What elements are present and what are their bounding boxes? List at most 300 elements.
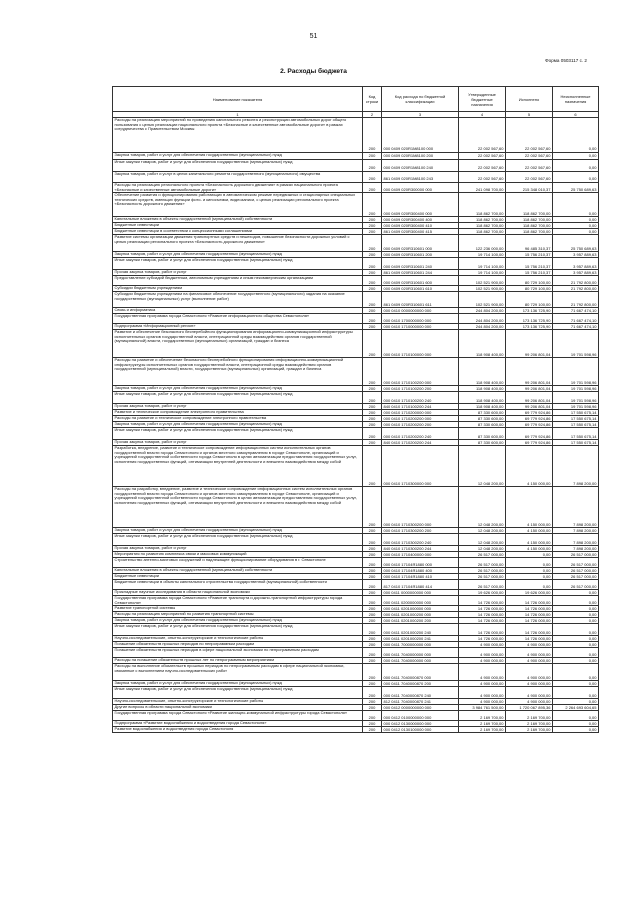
row-name: Расходы на разработку, внедрение, развитие и техническое сопровождение информационных систем исполнительных органов государственной власти города Севастополя и органов местного самоуправления в городе Севастополе, организаций и учреждений государственной собственности города Севастополя в целях автоматизации предоставления государственных услуг, исполнения государственных функций, оптимизации внутренней деятельности и внешнего взаимодействия между собой	[113, 487, 363, 528]
table-row	[113, 172, 599, 183]
row-remaining: 17 550 675,14	[553, 428, 599, 440]
row-line-code: 200	[363, 658, 382, 664]
row-name: Субсидии бюджетным учреждениям	[113, 286, 363, 292]
row-remaining: 0,00	[553, 118, 599, 153]
row-budget-code: 000 0409 020R1M8100 200	[382, 153, 459, 160]
col-number: 6	[553, 112, 599, 118]
row-line-code: 200	[363, 568, 382, 574]
row-executed: 2 169 700,00	[506, 721, 553, 727]
row-line-code: 200	[363, 636, 382, 642]
row-approved: 4 900 000,00	[459, 687, 506, 699]
row-line-code: 200	[363, 422, 382, 428]
row-remaining: 7 898 200,00	[553, 487, 599, 528]
page-number: 51	[309, 33, 318, 40]
row-budget-code: 000 0409 020R300400 000	[382, 193, 459, 217]
row-executed: 69 779 924,86	[506, 428, 553, 440]
row-budget-code: 000 0411 7000000000 000	[382, 642, 459, 648]
row-remaining: 0,00	[553, 624, 599, 636]
row-executed: 15 756 210,37	[506, 270, 553, 276]
form-label: Форма 0503117 с. 2	[545, 58, 587, 63]
row-approved: 26 517 000,00	[459, 552, 506, 558]
row-executed: 0,00	[506, 568, 553, 574]
row-name: Предоставление субсидий бюджетным, автономным учреждениям и иным некоммерческим организациям	[113, 276, 363, 286]
row-approved: 118 862 700,00	[459, 229, 506, 235]
table-row	[113, 193, 599, 217]
row-approved: 14 726 000,00	[459, 606, 506, 612]
row-name: Научно-исследовательские, опытно-конструкторские и технологические работы	[113, 636, 363, 642]
row-executed: 14 726 000,00	[506, 612, 553, 618]
row-budget-code: 000 0410 1710000000 000	[382, 324, 459, 330]
row-remaining: 7 898 200,00	[553, 446, 599, 487]
row-line-code: 200	[363, 235, 382, 252]
row-approved: 26 517 000,00	[459, 568, 506, 574]
row-approved: 22 002 567,60	[459, 172, 506, 183]
row-remaining: 25 750 689,63	[553, 183, 599, 193]
row-budget-code: 000 0409 020R310601 600	[382, 276, 459, 286]
table-row	[113, 276, 599, 286]
row-approved: 118 908 400,00	[459, 386, 506, 392]
row-approved: 118 908 400,00	[459, 330, 506, 358]
row-remaining: 0,00	[553, 727, 599, 733]
row-line-code: 200	[363, 727, 382, 733]
row-name: Прочая закупка товаров, работ и услуг	[113, 404, 363, 410]
row-line-code: 200	[363, 534, 382, 546]
row-remaining: 0,00	[553, 721, 599, 727]
row-remaining: 26 517 000,00	[553, 558, 599, 568]
row-name: Научно-исследовательские, опытно-конструкторские и технологические работы	[113, 699, 363, 705]
row-name: Расходы на реализацию мероприятий по развитию транспортной системы	[113, 612, 363, 618]
row-approved: 4 900 000,00	[459, 681, 506, 687]
row-executed: 14 726 000,00	[506, 606, 553, 612]
row-approved: 12 048 200,00	[459, 446, 506, 487]
row-remaining: 0,00	[553, 618, 599, 624]
row-executed: 118 862 700,00	[506, 223, 553, 229]
row-budget-code: 000 0409 020R310601 000	[382, 235, 459, 252]
row-line-code: 200	[363, 440, 382, 446]
row-remaining: 7 898 200,00	[553, 534, 599, 546]
row-budget-code: 812 0411 7040000870 241	[382, 699, 459, 705]
row-line-code: 200	[363, 330, 382, 358]
table-row	[113, 314, 599, 324]
row-remaining: 0,00	[553, 681, 599, 687]
row-budget-code: 000 0410 1710100200 240	[382, 392, 459, 404]
row-remaining: 21 792 800,00	[553, 276, 599, 286]
row-line-code: 200	[363, 404, 382, 410]
row-budget-code: 840 0410 1710300200 244	[382, 546, 459, 552]
row-line-code: 200	[363, 606, 382, 612]
row-approved: 118 862 700,00	[459, 223, 506, 229]
row-remaining: 0,00	[553, 636, 599, 642]
row-executed: 118 862 700,00	[506, 193, 553, 217]
row-line-code: 200	[363, 699, 382, 705]
row-approved: 118 908 400,00	[459, 358, 506, 386]
row-line-code: 200	[363, 612, 382, 618]
row-budget-code: 000 0410 17104Я1880 410	[382, 574, 459, 580]
row-approved: 87 330 600,00	[459, 428, 506, 440]
col-header-remaining: Неисполненные назначения	[553, 87, 599, 112]
row-name: Развитие системы организации движения транспортных средств и пешеходов, повышение безопасности дорожных условий с целью реализации регионального проекта «Безопасность дорожного движения»	[113, 235, 363, 252]
row-remaining: 19 701 598,96	[553, 404, 599, 410]
table-row	[113, 160, 599, 172]
table-row	[113, 446, 599, 487]
row-budget-code: 000 0410 1700000000 000	[382, 314, 459, 324]
row-line-code: 200	[363, 546, 382, 552]
row-approved: 122 236 000,00	[459, 235, 506, 252]
row-executed: 0,00	[506, 580, 553, 590]
row-line-code: 200	[363, 648, 382, 658]
row-remaining: 0,00	[553, 699, 599, 705]
row-remaining: 2 264 693 604,65	[553, 705, 599, 711]
row-executed: 4 900 000,00	[506, 699, 553, 705]
row-name: Мероприятия по развитию комплекса связи и массовых коммуникаций	[113, 552, 363, 558]
col-header-approved: Утвержденные бюджетные назначения	[459, 87, 506, 112]
row-budget-code: 000 0409 020R310601 200	[382, 252, 459, 258]
row-remaining: 71 667 474,10	[553, 314, 599, 324]
row-executed: 99 206 801,04	[506, 358, 553, 386]
row-remaining: 0,00	[553, 658, 599, 664]
row-approved: 26 517 000,00	[459, 574, 506, 580]
row-approved: 102 521 900,00	[459, 286, 506, 292]
row-name: Прочая закупка товаров, работ и услуг	[113, 546, 363, 552]
row-name: Подпрограмма «Информационный регион»	[113, 324, 363, 330]
row-line-code: 200	[363, 118, 382, 153]
row-approved: 118 908 400,00	[459, 404, 506, 410]
row-remaining: 0,00	[553, 172, 599, 183]
row-name: Бюджетные инвестиции в объекты капитального строительства государственной (муниципальной) собственности	[113, 580, 363, 590]
row-executed: 14 726 000,00	[506, 618, 553, 624]
row-name: Расходы на выполнение обязательств прошлых периодов по непрограммным расходам в сфере национальной экономики, связанные с выполнением научно-исследовательских работ	[113, 664, 363, 681]
row-approved: 118 862 700,00	[459, 217, 506, 223]
row-approved: 19 626 000,00	[459, 590, 506, 596]
table-row	[113, 392, 599, 404]
row-budget-code: 000 0410 1710100200 000	[382, 358, 459, 386]
row-line-code: 200	[363, 217, 382, 223]
row-line-code: 200	[363, 223, 382, 229]
row-executed: 4 900 000,00	[506, 658, 553, 664]
row-line-code: 200	[363, 160, 382, 172]
row-budget-code: 000 0410 1710100000 000	[382, 330, 459, 358]
row-budget-code: 000 0410 1710300200 240	[382, 534, 459, 546]
row-line-code: 200	[363, 711, 382, 721]
row-budget-code: 000 0411 0200000000 000	[382, 596, 459, 606]
row-remaining: 0,00	[553, 153, 599, 160]
row-budget-code: 000 0411 7040000870 000	[382, 664, 459, 681]
row-line-code: 200	[363, 721, 382, 727]
row-name: Субсидии бюджетным учреждениям на финансовое обеспечение государственного (муниципального) задания на оказание государственных (муниципальных) услуг (выполнение работ)	[113, 292, 363, 308]
row-name: Государственная программа города Севастополя «Развитие транспорта и дорожно-транспортной инфраструктуры города Севастополя»	[113, 596, 363, 606]
row-executed: 2 169 700,00	[506, 727, 553, 733]
row-name: Бюджетные инвестиции	[113, 223, 363, 229]
row-remaining: 0,00	[553, 223, 599, 229]
row-name: Развитие и обеспечение безопасного бесперебойного функционирования информационно-коммуникационной инфраструктуры исполнительных органов государственной власти, интеграционной среды взаимодействия органов государственной (муниципальной) власти, государственных (муниципальных) организаций, граждан и бизнеса	[113, 330, 363, 358]
col-header-name: Наименование показателя	[113, 87, 363, 112]
row-executed: 22 002 567,60	[506, 153, 553, 160]
col-number: 4	[459, 112, 506, 118]
row-remaining: 21 792 800,00	[553, 286, 599, 292]
table-row	[113, 292, 599, 308]
row-approved: 4 900 000,00	[459, 648, 506, 658]
row-line-code: 200	[363, 153, 382, 160]
row-executed: 118 862 700,00	[506, 217, 553, 223]
row-remaining: 7 898 200,00	[553, 528, 599, 534]
row-remaining: 26 517 000,00	[553, 568, 599, 574]
row-name: Развитие транспортной системы	[113, 606, 363, 612]
row-budget-code: 861 0409 020R310601 244	[382, 270, 459, 276]
row-name: Развитие водоснабжения и водоотведения города Севастополя	[113, 727, 363, 733]
row-executed: 14 726 000,00	[506, 624, 553, 636]
row-approved: 244 804 200,00	[459, 314, 506, 324]
row-approved: 14 726 000,00	[459, 636, 506, 642]
row-budget-code: 000 0410 1710200200 240	[382, 428, 459, 440]
row-executed: 14 726 000,00	[506, 596, 553, 606]
row-approved: 3 984 761 500,00	[459, 705, 506, 711]
row-name: Бюджетные инвестиции в соответствии с концессионными соглашениями	[113, 229, 363, 235]
row-budget-code: 861 0409 020R300400 415	[382, 229, 459, 235]
row-remaining: 0,00	[553, 160, 599, 172]
col-header-code: Код расхода по бюджетной классификации	[382, 87, 459, 112]
row-name: Расходы на развитие и обеспечение безопасного бесперебойного функционирования информационно-коммуникационной инфраструктуры исполнительных органов государственной власти, интеграционной среды взаимодействия органов государственной (муниципальной) власти, государственных (муниципальных) организаций, граждан и бизнеса	[113, 358, 363, 386]
row-name: Бюджетные инвестиции	[113, 574, 363, 580]
row-remaining: 0,00	[553, 687, 599, 699]
row-name: Развитие и техническое сопровождение электронного правительства	[113, 410, 363, 416]
row-remaining: 0,00	[553, 590, 599, 596]
row-budget-code: 000 0410 1710300000 000	[382, 446, 459, 487]
row-line-code: 200	[363, 392, 382, 404]
row-line-code: 200	[363, 428, 382, 440]
row-budget-code: 000 0411 7040000870 200	[382, 681, 459, 687]
row-executed: 0,00	[506, 552, 553, 558]
row-remaining: 3 957 889,63	[553, 258, 599, 270]
row-remaining: 17 550 675,14	[553, 410, 599, 416]
table-row	[113, 358, 599, 386]
row-approved: 19 714 100,00	[459, 270, 506, 276]
row-line-code: 200	[363, 552, 382, 558]
row-line-code: 200	[363, 292, 382, 308]
row-budget-code: 000 0410 0000000000 000	[382, 308, 459, 314]
row-executed: 22 002 567,60	[506, 118, 553, 153]
row-name: Иные закупки товаров, работ и услуг для обеспечения государственных (муниципальных) нужд	[113, 624, 363, 636]
row-executed: 4 900 000,00	[506, 642, 553, 648]
row-line-code: 200	[363, 270, 382, 276]
row-name: Иные закупки товаров, работ и услуг для обеспечения государственных (муниципальных) нужд	[113, 160, 363, 172]
row-approved: 14 726 000,00	[459, 624, 506, 636]
row-name: Закупка товаров, работ и услуг в целях капитального ремонта государственного (муниципального) имущества	[113, 172, 363, 183]
row-name: Капитальные вложения в объекты государственной (муниципальной) собственности	[113, 217, 363, 223]
row-executed: 215 348 010,37	[506, 183, 553, 193]
row-line-code: 200	[363, 580, 382, 590]
row-name: Закупка товаров, работ и услуг для обеспечения государственных (муниципальных) нужд	[113, 618, 363, 624]
row-name: Погашение обязательств прошлых периодов в сфере национальной экономики по непрограммным расходам	[113, 648, 363, 658]
row-executed: 22 002 567,60	[506, 160, 553, 172]
table-body	[113, 118, 599, 733]
row-remaining: 19 701 598,96	[553, 392, 599, 404]
row-line-code: 200	[363, 687, 382, 699]
row-budget-code: 000 0410 1710200200 000	[382, 416, 459, 422]
row-approved: 12 048 200,00	[459, 528, 506, 534]
row-budget-code: 000 0411 7040000000 000	[382, 658, 459, 664]
row-line-code: 200	[363, 487, 382, 528]
row-approved: 241 098 700,00	[459, 183, 506, 193]
row-remaining: 71 667 474,10	[553, 324, 599, 330]
table-row	[113, 183, 599, 193]
row-executed: 99 206 801,04	[506, 392, 553, 404]
row-budget-code: 000 0409 020R300400 400	[382, 217, 459, 223]
row-line-code: 200	[363, 252, 382, 258]
row-remaining: 0,00	[553, 596, 599, 606]
row-executed: 99 206 801,04	[506, 330, 553, 358]
row-name: Погашение обязательств прошлых периодов по непрограммным расходам	[113, 642, 363, 648]
row-executed: 80 729 100,00	[506, 292, 553, 308]
row-line-code: 200	[363, 558, 382, 568]
row-budget-code: 000 0409 020R1M8100 240	[382, 160, 459, 172]
row-remaining: 17 550 675,14	[553, 440, 599, 446]
col-number: 2	[363, 112, 382, 118]
row-approved: 244 804 200,00	[459, 324, 506, 330]
row-line-code: 200	[363, 229, 382, 235]
row-executed: 15 756 210,37	[506, 258, 553, 270]
row-name: Обеспечение развития и функционирования работающих в автоматическом режиме передвижных и стационарных специальных технических средств, имеющих функции фото- и киносъемки, видеозаписи, с целью реализации регионального проекта «Безопасность дорожного движения»	[113, 193, 363, 217]
row-budget-code: 000 0410 1710400000 000	[382, 552, 459, 558]
row-name: Подпрограмма «Развитие водоснабжения и водоотведения города Севастополя»	[113, 721, 363, 727]
row-name: Прочая закупка товаров, работ и услуг	[113, 270, 363, 276]
row-approved: 2 169 700,00	[459, 727, 506, 733]
row-name: Прикладные научные исследования в области национальной экономики	[113, 590, 363, 596]
row-line-code: 200	[363, 590, 382, 596]
row-name: Расходы на развитие и техническое сопровождение электронного правительства	[113, 416, 363, 422]
row-remaining: 19 701 598,96	[553, 330, 599, 358]
row-budget-code: 000 0410 1710300200 000	[382, 487, 459, 528]
table-row	[113, 534, 599, 546]
row-approved: 26 517 000,00	[459, 580, 506, 590]
table-row	[113, 330, 599, 358]
row-budget-code: 840 0410 1710100200 244	[382, 404, 459, 410]
row-name: Связь и информатика	[113, 308, 363, 314]
row-approved: 244 804 200,00	[459, 308, 506, 314]
row-remaining: 0,00	[553, 193, 599, 217]
col-number: 5	[506, 112, 553, 118]
row-executed: 118 862 700,00	[506, 229, 553, 235]
row-line-code: 200	[363, 596, 382, 606]
row-line-code: 200	[363, 193, 382, 217]
row-remaining: 0,00	[553, 606, 599, 612]
row-remaining: 19 701 598,96	[553, 386, 599, 392]
table-row	[113, 687, 599, 699]
row-executed: 69 779 924,86	[506, 416, 553, 422]
row-approved: 87 330 600,00	[459, 416, 506, 422]
row-remaining: 0,00	[553, 229, 599, 235]
row-budget-code: 000 0409 020R310601 240	[382, 258, 459, 270]
row-executed: 4 150 000,00	[506, 534, 553, 546]
row-executed: 4 900 000,00	[506, 664, 553, 681]
row-name: Закупка товаров, работ и услуг для обеспечения государственных (муниципальных) нужд	[113, 422, 363, 428]
row-line-code: 200	[363, 410, 382, 416]
row-name: Иные закупки товаров, работ и услуг для обеспечения государственных (муниципальных) нужд	[113, 258, 363, 270]
row-line-code: 200	[363, 183, 382, 193]
col-header-line: Код строки	[363, 87, 382, 112]
row-executed: 99 206 801,04	[506, 386, 553, 392]
section-title: 2. Расходы бюджета	[280, 68, 347, 75]
row-line-code: 200	[363, 172, 382, 183]
table-row	[113, 648, 599, 658]
row-remaining: 17 550 675,14	[553, 416, 599, 422]
row-line-code: 200	[363, 358, 382, 386]
col-header-executed: Исполнено	[506, 87, 553, 112]
row-approved: 4 900 000,00	[459, 664, 506, 681]
row-name: Государственная программа города Севастополя «Развитие информационного общества Севастополя»	[113, 314, 363, 324]
row-executed: 80 729 100,00	[506, 286, 553, 292]
row-approved: 4 900 000,00	[459, 642, 506, 648]
row-name: Прочая закупка товаров, работ и услуг	[113, 440, 363, 446]
row-approved: 12 048 200,00	[459, 546, 506, 552]
row-budget-code: 000 0409 020R300000 000	[382, 183, 459, 193]
row-name: Иные закупки товаров, работ и услуг для обеспечения государственных (муниципальных) нужд	[113, 687, 363, 699]
row-executed: 173 136 725,90	[506, 308, 553, 314]
row-remaining: 17 550 675,14	[553, 422, 599, 428]
row-name: Иные закупки товаров, работ и услуг для обеспечения государственных (муниципальных) нужд	[113, 392, 363, 404]
row-budget-code: 000 0412 0130100000 000	[382, 727, 459, 733]
row-executed: 80 729 100,00	[506, 276, 553, 286]
row-budget-code: 000 0409 020R300400 410	[382, 223, 459, 229]
table-row	[113, 258, 599, 270]
row-approved: 2 169 700,00	[459, 711, 506, 721]
row-remaining: 0,00	[553, 711, 599, 721]
row-approved: 12 048 200,00	[459, 487, 506, 528]
row-executed: 69 779 924,86	[506, 410, 553, 416]
row-budget-code: 861 0409 020R310601 611	[382, 292, 459, 308]
row-remaining: 21 792 800,00	[553, 292, 599, 308]
row-executed: 0,00	[506, 558, 553, 568]
row-line-code: 200	[363, 664, 382, 681]
row-approved: 87 330 600,00	[459, 410, 506, 416]
row-line-code: 200	[363, 528, 382, 534]
row-name: Иные закупки товаров, работ и услуг для обеспечения государственных (муниципальных) нужд	[113, 428, 363, 440]
table-header	[113, 87, 599, 118]
row-budget-code: 861 0409 020R1M8100 243	[382, 172, 459, 183]
row-approved: 118 862 700,00	[459, 193, 506, 217]
row-remaining: 0,00	[553, 612, 599, 618]
row-remaining: 0,00	[553, 217, 599, 223]
row-approved: 87 330 600,00	[459, 422, 506, 428]
row-name: Расходы на реализацию мероприятий по проведению капитального ремонта и реконструкции автомобильных дорог общего пользования с целью реализации национального проекта «Безопасные и качественные автомобильные дороги» в рамках сотрудничества с Правительством Москвы	[113, 118, 363, 153]
table-row	[113, 580, 599, 590]
row-executed: 4 150 000,00	[506, 528, 553, 534]
row-budget-code: 000 0412 0000000000 000	[382, 705, 459, 711]
table-row	[113, 118, 599, 153]
row-remaining: 26 517 000,00	[553, 580, 599, 590]
row-remaining: 71 667 474,10	[553, 308, 599, 314]
row-remaining: 0,00	[553, 648, 599, 658]
row-name: Закупка товаров, работ и услуг для обеспечения государственных (муниципальных) нужд	[113, 252, 363, 258]
row-remaining: 3 957 889,63	[553, 270, 599, 276]
table-row	[113, 428, 599, 440]
row-executed: 19 626 000,00	[506, 590, 553, 596]
row-name: Расходы на реализацию регионального проекта «Безопасность дорожного движения» в рамках национального проекта «Безопасные и качественные автомобильные дороги»	[113, 183, 363, 193]
row-remaining: 7 898 200,00	[553, 546, 599, 552]
row-line-code: 200	[363, 574, 382, 580]
row-executed: 173 136 725,90	[506, 324, 553, 330]
row-remaining: 0,00	[553, 642, 599, 648]
row-approved: 12 048 200,00	[459, 534, 506, 546]
row-name: Закупка товаров, работ и услуг для обеспечения государственных (муниципальных) нужд	[113, 681, 363, 687]
row-executed: 96 485 310,37	[506, 235, 553, 252]
row-budget-code: 817 0410 17104Я1880 414	[382, 580, 459, 590]
row-budget-code: 000 0412 0100000000 000	[382, 711, 459, 721]
row-approved: 22 002 567,60	[459, 160, 506, 172]
row-budget-code: 000 0410 17104Я1880 400	[382, 568, 459, 574]
row-approved: 22 002 567,60	[459, 153, 506, 160]
row-executed: 99 206 801,04	[506, 404, 553, 410]
row-budget-code: 000 0410 1710200200 200	[382, 422, 459, 428]
